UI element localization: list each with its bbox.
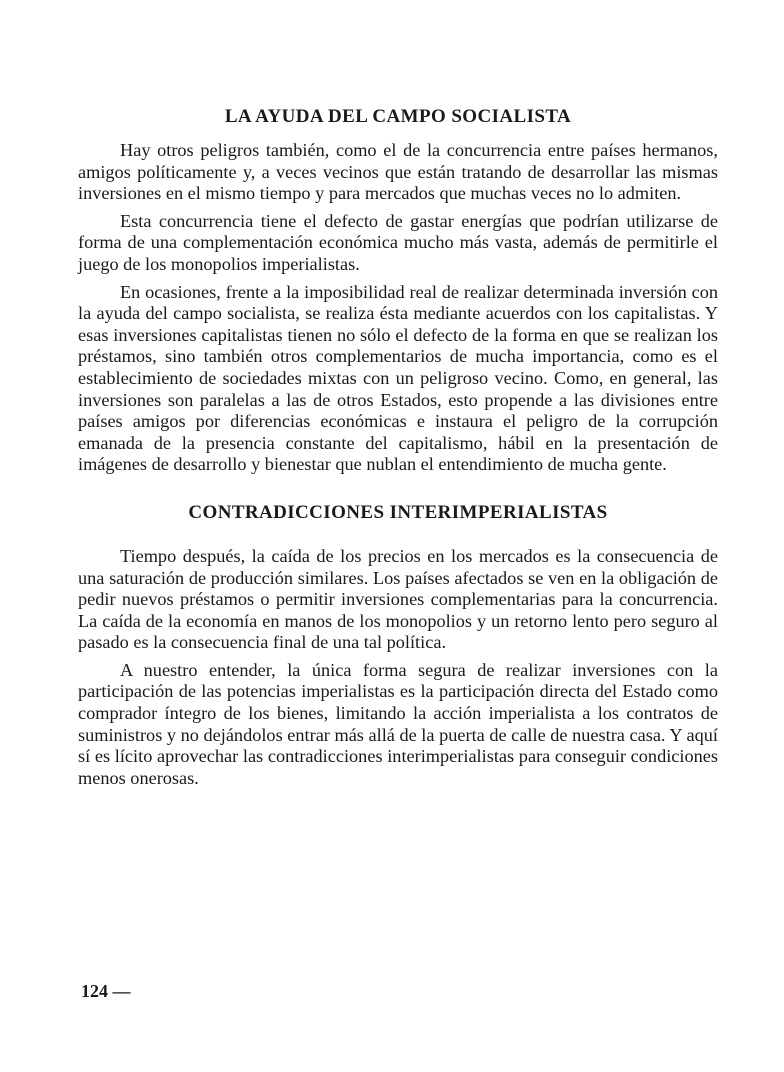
section-heading-interimperialist-contradictions: CONTRADICCIONES INTERIMPERIALISTAS [188, 501, 608, 523]
paragraph: Tiempo después, la caída de los precios en los mercados es la consecuencia de una saturación de producción similares. Los países afectados se ven en la obligación de pedir nuevos préstamos o permitir inversiones complementarias para la concurrencia. La caída de la economía en manos de los monopolios y un retorno lento pero seguro al pasado es la consecuencia final de una tal política. [78, 545, 718, 653]
paragraph: En ocasiones, frente a la imposibilidad real de realizar determinada inversión con la ayuda del campo socialista, se realiza ésta mediante acuerdos con los capitalistas. Y esas inversiones capitalistas tienen no sólo el defecto de la forma en que se realizan los préstamos, sino también otros complementarios de mucha importancia, como es el establecimiento de sociedades mixtas con un peligroso vecino. Como, en general, las inversiones son paralelas a las de otros Estados, esto propende a las divisiones entre países amigos por diferencias económicas e instaura el peligro de la corrupción emanada de la presencia constante del capitalismo, hábil en la presentación de imágenes de desarrollo y bienestar que nublan el entendimiento de mucha gente. [78, 281, 718, 475]
paragraph: Esta concurrencia tiene el defecto de gastar energías que podrían utilizarse de forma de una complementación económica mucho más vasta, además de permitirle el juego de los monopolios imperialistas. [78, 210, 718, 274]
paragraph: A nuestro entender, la única forma segura de realizar inversiones con la participación de las potencias imperialistas es la participación directa del Estado como comprador íntegro de los bienes, limitando la acción imperialista a los contratos de suministros y no dejándolos entrar más allá de la puerta de calle de nuestra casa. Y aquí sí es lícito aprovechar las contradicciones interimperialistas para conseguir condiciones menos onerosas. [78, 659, 718, 788]
section-heading-socialist-camp: LA AYUDA DEL CAMPO SOCIALISTA [224, 106, 572, 127]
page-body [78, 104, 718, 795]
paragraph: Hay otros peligros también, como el de la concurrencia entre países hermanos, amigos políticamente y, a veces vecinos que están tratando de desarrollar las mismas inversiones en el mismo tiempo y para mercados que muchas veces no lo admiten. [78, 140, 718, 204]
page-number: 124 — [81, 981, 131, 1001]
